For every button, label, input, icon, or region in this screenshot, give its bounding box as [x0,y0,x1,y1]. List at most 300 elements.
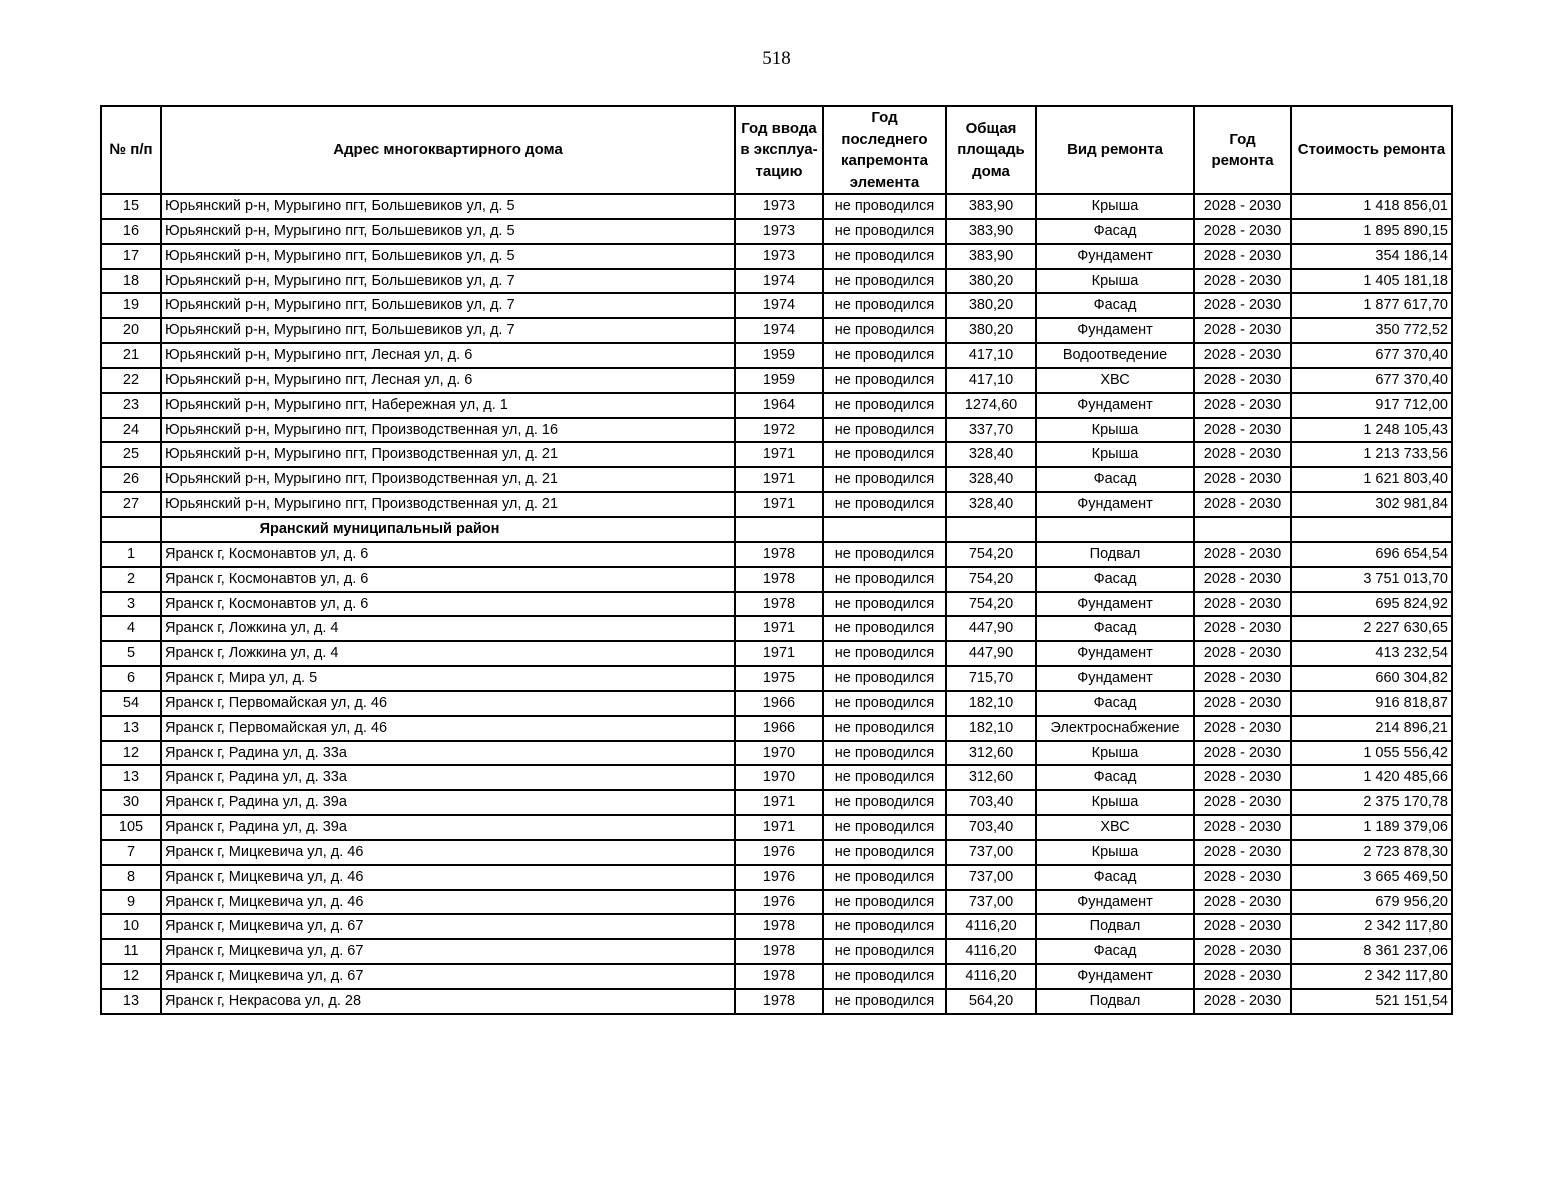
cell-last-repair: не проводился [823,840,946,865]
cell-repair-year: 2028 - 2030 [1194,691,1291,716]
cell-address: Яранск г, Мицкевича ул, д. 46 [161,865,735,890]
table-row [101,368,1452,393]
cell-area: 182,10 [946,716,1036,741]
cell-repair-kind: Фасад [1036,865,1194,890]
cell-number: 10 [101,914,161,939]
cell-repair-year: 2028 - 2030 [1194,765,1291,790]
table-row [101,989,1452,1014]
cell-repair-cost: 660 304,82 [1291,666,1452,691]
cell-last-repair: не проводился [823,641,946,666]
cell-repair-cost: 214 896,21 [1291,716,1452,741]
cell-address: Яранск г, Ложкина ул, д. 4 [161,616,735,641]
cell-commission-year: 1978 [735,542,823,567]
cell-number: 105 [101,815,161,840]
cell-area: 564,20 [946,989,1036,1014]
cell-last-repair: не проводился [823,492,946,517]
cell-number: 21 [101,343,161,368]
table-row [101,293,1452,318]
cell-last-repair: не проводился [823,865,946,890]
cell-commission-year: 1978 [735,989,823,1014]
cell-commission-year: 1971 [735,442,823,467]
cell-commission-year: 1976 [735,890,823,915]
table-row [101,914,1452,939]
cell-commission-year: 1959 [735,368,823,393]
cell-repair-cost: 1 621 803,40 [1291,467,1452,492]
cell-last-repair: не проводился [823,442,946,467]
cell-last-repair: не проводился [823,666,946,691]
table-row [101,840,1452,865]
table-row [101,716,1452,741]
cell-address: Яранск г, Мицкевича ул, д. 67 [161,964,735,989]
cell-address: Яранск г, Первомайская ул, д. 46 [161,716,735,741]
cell-last-repair: не проводился [823,293,946,318]
cell-repair-cost: 1 055 556,42 [1291,741,1452,766]
cell-repair-year: 2028 - 2030 [1194,989,1291,1014]
cell-address: Юрьянский р-н, Мурыгино пгт, Производственная ул, д. 21 [161,492,735,517]
cell-address: Яранск г, Мицкевича ул, д. 67 [161,914,735,939]
cell-address: Юрьянский р-н, Мурыгино пгт, Производственная ул, д. 16 [161,418,735,443]
cell-repair-kind: Фундамент [1036,318,1194,343]
cell-commission-year: 1976 [735,840,823,865]
repair-schedule-table [100,105,1453,1015]
cell-area: 337,70 [946,418,1036,443]
cell-last-repair: не проводился [823,790,946,815]
cell-commission-year: 1966 [735,691,823,716]
cell-commission-year: 1974 [735,293,823,318]
cell-repair-kind: Водоотведение [1036,343,1194,368]
cell-repair-kind: Фасад [1036,939,1194,964]
cell-repair-cost: 1 418 856,01 [1291,194,1452,219]
cell-commission-year: 1972 [735,418,823,443]
cell-address: Юрьянский р-н, Мурыгино пгт, Большевиков ул, д. 7 [161,269,735,294]
cell-repair-kind: Фасад [1036,293,1194,318]
cell-last-repair: не проводился [823,741,946,766]
cell-repair-year: 2028 - 2030 [1194,939,1291,964]
cell-number: 2 [101,567,161,592]
cell-address: Юрьянский р-н, Мурыгино пгт, Большевиков ул, д. 5 [161,194,735,219]
table-row [101,219,1452,244]
table-row [101,442,1452,467]
cell-repair-cost: 8 361 237,06 [1291,939,1452,964]
cell-address: Яранск г, Мицкевича ул, д. 46 [161,840,735,865]
cell-last-repair: не проводился [823,989,946,1014]
cell-repair-kind: Электроснабжение [1036,716,1194,741]
cell-repair-year: 2028 - 2030 [1194,716,1291,741]
cell-number: 12 [101,741,161,766]
cell-area: 703,40 [946,790,1036,815]
cell-commission-year: 1964 [735,393,823,418]
cell-repair-cost: 677 370,40 [1291,368,1452,393]
header-repair-year: Год ремонта [1194,106,1291,194]
cell-repair-year: 2028 - 2030 [1194,914,1291,939]
section-header-row [101,517,1452,542]
cell-repair-kind: Фундамент [1036,592,1194,617]
cell-area: 328,40 [946,442,1036,467]
cell-repair-year: 2028 - 2030 [1194,219,1291,244]
table-row [101,318,1452,343]
cell-repair-cost: 1 213 733,56 [1291,442,1452,467]
cell-repair-year: 2028 - 2030 [1194,318,1291,343]
header-repair-cost: Стоимость ремонта [1291,106,1452,194]
cell-area: 383,90 [946,244,1036,269]
cell-repair-kind: Фундамент [1036,890,1194,915]
cell-number: 23 [101,393,161,418]
cell-repair-cost: 1 189 379,06 [1291,815,1452,840]
cell-number: 1 [101,542,161,567]
cell-repair-kind: Подвал [1036,989,1194,1014]
cell-last-repair: не проводился [823,815,946,840]
table-row [101,467,1452,492]
table-row [101,890,1452,915]
cell-number: 12 [101,964,161,989]
header-address: Адрес многоквартирного дома [161,106,735,194]
cell-area: 328,40 [946,492,1036,517]
cell-area: 737,00 [946,890,1036,915]
header-last-repair-year: Год последнего капремонта элемента [823,106,946,194]
cell-commission-year: 1959 [735,343,823,368]
cell-repair-year: 2028 - 2030 [1194,790,1291,815]
cell-repair-year: 2028 - 2030 [1194,492,1291,517]
cell-number: 9 [101,890,161,915]
cell-address: Яранск г, Космонавтов ул, д. 6 [161,542,735,567]
cell-repair-year: 2028 - 2030 [1194,840,1291,865]
cell-area: 417,10 [946,368,1036,393]
cell-area: 715,70 [946,666,1036,691]
table-row [101,790,1452,815]
cell-area: 4116,20 [946,964,1036,989]
cell-number: 22 [101,368,161,393]
cell-commission-year: 1978 [735,939,823,964]
cell-repair-cost [1291,517,1452,542]
cell-address: Юрьянский р-н, Мурыгино пгт, Большевиков ул, д. 5 [161,219,735,244]
cell-commission-year: 1978 [735,914,823,939]
cell-area: 380,20 [946,269,1036,294]
table-row [101,592,1452,617]
cell-repair-kind: Фасад [1036,467,1194,492]
cell-repair-cost: 3 665 469,50 [1291,865,1452,890]
cell-repair-cost: 917 712,00 [1291,393,1452,418]
cell-repair-kind: ХВС [1036,815,1194,840]
cell-commission-year: 1973 [735,244,823,269]
cell-repair-year [1194,517,1291,542]
cell-number: 24 [101,418,161,443]
cell-repair-kind: Подвал [1036,542,1194,567]
cell-repair-cost: 354 186,14 [1291,244,1452,269]
cell-address: Яранск г, Первомайская ул, д. 46 [161,691,735,716]
cell-address: Яранск г, Радина ул, д. 33а [161,765,735,790]
table-row [101,418,1452,443]
cell-repair-cost: 3 751 013,70 [1291,567,1452,592]
cell-repair-year: 2028 - 2030 [1194,393,1291,418]
cell-last-repair: не проводился [823,467,946,492]
cell-commission-year: 1970 [735,741,823,766]
cell-commission-year: 1971 [735,815,823,840]
cell-last-repair: не проводился [823,939,946,964]
cell-area: 1274,60 [946,393,1036,418]
cell-commission-year: 1974 [735,318,823,343]
cell-repair-year: 2028 - 2030 [1194,293,1291,318]
cell-repair-year: 2028 - 2030 [1194,890,1291,915]
cell-address: Юрьянский р-н, Мурыгино пгт, Большевиков ул, д. 7 [161,293,735,318]
cell-repair-cost: 2 342 117,80 [1291,914,1452,939]
cell-repair-cost: 1 248 105,43 [1291,418,1452,443]
cell-repair-cost: 1 877 617,70 [1291,293,1452,318]
cell-address: Яранск г, Радина ул, д. 39а [161,790,735,815]
cell-repair-cost: 916 818,87 [1291,691,1452,716]
cell-repair-cost: 350 772,52 [1291,318,1452,343]
cell-repair-kind: Крыша [1036,741,1194,766]
cell-commission-year [735,517,823,542]
cell-repair-cost: 2 342 117,80 [1291,964,1452,989]
cell-area: 312,60 [946,765,1036,790]
cell-commission-year: 1978 [735,592,823,617]
cell-repair-kind: Фундамент [1036,244,1194,269]
cell-repair-year: 2028 - 2030 [1194,368,1291,393]
cell-area: 447,90 [946,616,1036,641]
cell-address: Яранск г, Некрасова ул, д. 28 [161,989,735,1014]
cell-repair-kind: Подвал [1036,914,1194,939]
cell-area: 737,00 [946,840,1036,865]
cell-repair-year: 2028 - 2030 [1194,666,1291,691]
cell-number: 5 [101,641,161,666]
cell-address: Яранск г, Космонавтов ул, д. 6 [161,567,735,592]
cell-number: 30 [101,790,161,815]
cell-number: 27 [101,492,161,517]
cell-last-repair: не проводился [823,418,946,443]
cell-repair-kind: Фасад [1036,765,1194,790]
cell-repair-kind: Фасад [1036,691,1194,716]
cell-number: 18 [101,269,161,294]
cell-repair-kind: Фасад [1036,567,1194,592]
cell-repair-cost: 2 227 630,65 [1291,616,1452,641]
table-row [101,244,1452,269]
table-row [101,939,1452,964]
cell-repair-year: 2028 - 2030 [1194,592,1291,617]
cell-last-repair: не проводился [823,964,946,989]
table-header-row [101,106,1452,194]
cell-area: 380,20 [946,293,1036,318]
section-title: Яранский муниципальный район [161,517,735,542]
cell-area: 383,90 [946,194,1036,219]
cell-commission-year: 1966 [735,716,823,741]
cell-address: Яранск г, Ложкина ул, д. 4 [161,641,735,666]
cell-repair-kind: Крыша [1036,840,1194,865]
cell-repair-year: 2028 - 2030 [1194,244,1291,269]
table-row [101,765,1452,790]
cell-number: 16 [101,219,161,244]
cell-repair-kind: Фундамент [1036,964,1194,989]
cell-last-repair: не проводился [823,343,946,368]
cell-area: 383,90 [946,219,1036,244]
cell-commission-year: 1973 [735,219,823,244]
cell-last-repair: не проводился [823,890,946,915]
table-row [101,865,1452,890]
cell-area: 447,90 [946,641,1036,666]
cell-repair-cost: 413 232,54 [1291,641,1452,666]
table-row [101,269,1452,294]
cell-address: Юрьянский р-н, Мурыгино пгт, Производственная ул, д. 21 [161,442,735,467]
cell-last-repair: не проводился [823,542,946,567]
cell-repair-year: 2028 - 2030 [1194,865,1291,890]
cell-last-repair: не проводился [823,567,946,592]
cell-area: 312,60 [946,741,1036,766]
cell-number: 11 [101,939,161,964]
cell-repair-cost: 2 375 170,78 [1291,790,1452,815]
cell-commission-year: 1971 [735,616,823,641]
cell-repair-kind: Фасад [1036,616,1194,641]
cell-last-repair: не проводился [823,616,946,641]
cell-address: Яранск г, Мира ул, д. 5 [161,666,735,691]
cell-address: Юрьянский р-н, Мурыгино пгт, Производственная ул, д. 21 [161,467,735,492]
header-commission-year: Год ввода в эксплуа-тацию [735,106,823,194]
cell-last-repair: не проводился [823,592,946,617]
page-number: 518 [762,48,791,69]
cell-address: Яранск г, Радина ул, д. 33а [161,741,735,766]
cell-last-repair: не проводился [823,368,946,393]
cell-last-repair: не проводился [823,716,946,741]
cell-repair-year: 2028 - 2030 [1194,418,1291,443]
cell-repair-cost: 695 824,92 [1291,592,1452,617]
cell-last-repair [823,517,946,542]
cell-repair-cost: 302 981,84 [1291,492,1452,517]
cell-area: 4116,20 [946,914,1036,939]
cell-number: 15 [101,194,161,219]
cell-number: 6 [101,666,161,691]
cell-number [101,517,161,542]
cell-number: 20 [101,318,161,343]
cell-address: Юрьянский р-н, Мурыгино пгт, Лесная ул, д. 6 [161,343,735,368]
cell-last-repair: не проводился [823,269,946,294]
cell-repair-year: 2028 - 2030 [1194,815,1291,840]
cell-number: 54 [101,691,161,716]
cell-repair-cost: 1 420 485,66 [1291,765,1452,790]
cell-repair-kind: Фундамент [1036,641,1194,666]
cell-repair-kind: Крыша [1036,269,1194,294]
cell-repair-kind: Фундамент [1036,666,1194,691]
cell-repair-kind: Фундамент [1036,492,1194,517]
cell-area: 754,20 [946,592,1036,617]
cell-last-repair: не проводился [823,219,946,244]
cell-area: 737,00 [946,865,1036,890]
cell-address: Юрьянский р-н, Мурыгино пгт, Большевиков ул, д. 5 [161,244,735,269]
cell-commission-year: 1973 [735,194,823,219]
cell-repair-year: 2028 - 2030 [1194,194,1291,219]
cell-last-repair: не проводился [823,765,946,790]
header-repair-kind: Вид ремонта [1036,106,1194,194]
cell-repair-kind: ХВС [1036,368,1194,393]
cell-number: 8 [101,865,161,890]
cell-commission-year: 1978 [735,964,823,989]
table-row [101,815,1452,840]
cell-repair-year: 2028 - 2030 [1194,741,1291,766]
table-row [101,691,1452,716]
table-row [101,393,1452,418]
cell-repair-kind: Фасад [1036,219,1194,244]
cell-commission-year: 1976 [735,865,823,890]
cell-commission-year: 1978 [735,567,823,592]
cell-address: Яранск г, Космонавтов ул, д. 6 [161,592,735,617]
cell-address: Яранск г, Мицкевича ул, д. 46 [161,890,735,915]
cell-area: 417,10 [946,343,1036,368]
cell-repair-year: 2028 - 2030 [1194,964,1291,989]
cell-address: Яранск г, Радина ул, д. 39а [161,815,735,840]
cell-address: Юрьянский р-н, Мурыгино пгт, Лесная ул, д. 6 [161,368,735,393]
cell-repair-kind: Фундамент [1036,393,1194,418]
cell-repair-kind: Крыша [1036,194,1194,219]
cell-last-repair: не проводился [823,194,946,219]
cell-repair-cost: 1 895 890,15 [1291,219,1452,244]
cell-commission-year: 1971 [735,641,823,666]
cell-address: Яранск г, Мицкевича ул, д. 67 [161,939,735,964]
cell-number: 26 [101,467,161,492]
table-row [101,616,1452,641]
table-row [101,641,1452,666]
cell-repair-year: 2028 - 2030 [1194,343,1291,368]
cell-number: 3 [101,592,161,617]
cell-last-repair: не проводился [823,393,946,418]
cell-commission-year: 1971 [735,467,823,492]
cell-last-repair: не проводился [823,691,946,716]
cell-last-repair: не проводился [823,244,946,269]
cell-number: 19 [101,293,161,318]
cell-commission-year: 1975 [735,666,823,691]
cell-area: 182,10 [946,691,1036,716]
cell-commission-year: 1971 [735,790,823,815]
cell-repair-year: 2028 - 2030 [1194,641,1291,666]
header-total-area: Общая площадь дома [946,106,1036,194]
cell-repair-cost: 696 654,54 [1291,542,1452,567]
cell-number: 17 [101,244,161,269]
cell-area: 703,40 [946,815,1036,840]
cell-area: 754,20 [946,567,1036,592]
header-number: № п/п [101,106,161,194]
cell-repair-cost: 521 151,54 [1291,989,1452,1014]
cell-number: 25 [101,442,161,467]
table-row [101,492,1452,517]
cell-repair-year: 2028 - 2030 [1194,567,1291,592]
cell-area: 4116,20 [946,939,1036,964]
table-row [101,741,1452,766]
cell-repair-kind: Крыша [1036,442,1194,467]
cell-number: 7 [101,840,161,865]
cell-repair-cost: 2 723 878,30 [1291,840,1452,865]
table-row [101,666,1452,691]
cell-area: 754,20 [946,542,1036,567]
cell-repair-kind: Крыша [1036,418,1194,443]
cell-repair-year: 2028 - 2030 [1194,269,1291,294]
cell-repair-year: 2028 - 2030 [1194,616,1291,641]
cell-commission-year: 1974 [735,269,823,294]
cell-area: 328,40 [946,467,1036,492]
cell-repair-kind: Крыша [1036,790,1194,815]
cell-address: Юрьянский р-н, Мурыгино пгт, Большевиков ул, д. 7 [161,318,735,343]
cell-repair-year: 2028 - 2030 [1194,467,1291,492]
table-body [101,194,1452,1014]
cell-area [946,517,1036,542]
table-row [101,964,1452,989]
table-row [101,542,1452,567]
cell-area: 380,20 [946,318,1036,343]
cell-commission-year: 1970 [735,765,823,790]
cell-repair-cost: 677 370,40 [1291,343,1452,368]
cell-repair-year: 2028 - 2030 [1194,542,1291,567]
cell-repair-kind [1036,517,1194,542]
cell-number: 13 [101,716,161,741]
table-row [101,194,1452,219]
table-row [101,343,1452,368]
cell-number: 13 [101,765,161,790]
cell-repair-cost: 1 405 181,18 [1291,269,1452,294]
